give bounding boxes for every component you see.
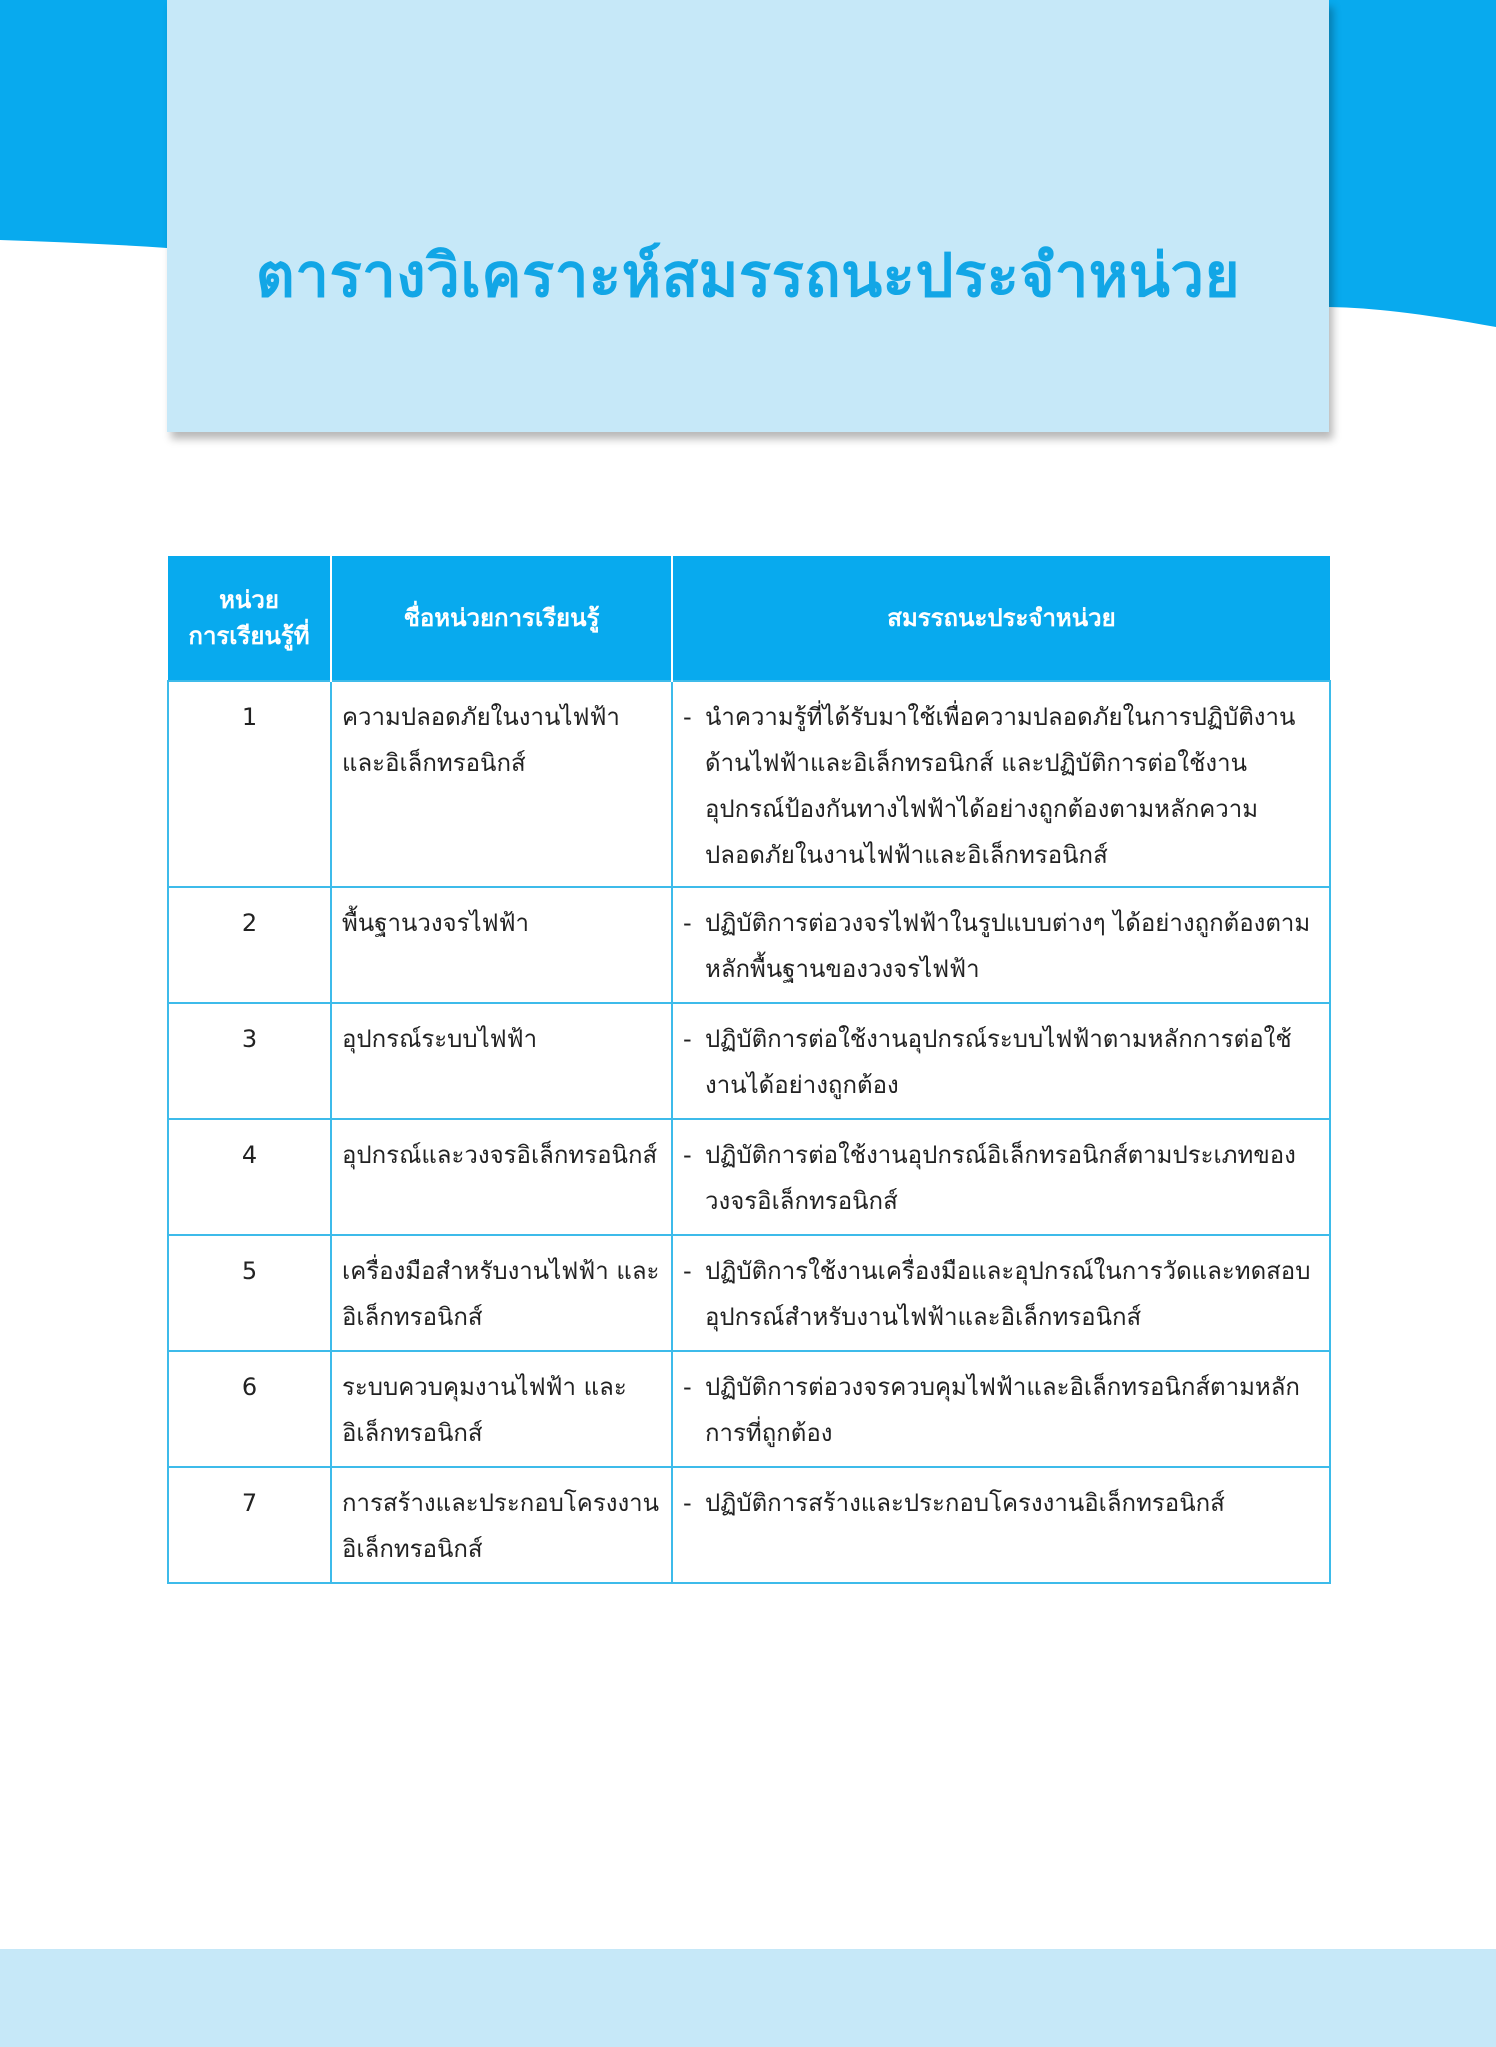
unit-name: เครื่องมือสำหรับงานไฟฟ้า และอิเล็กทรอนิกส์ [331, 1235, 672, 1351]
header-unit-number [168, 556, 331, 681]
bullet-dash: - [683, 703, 692, 731]
bullet-dash: - [683, 1257, 692, 1285]
unit-competency [672, 1351, 1330, 1467]
table-header-row [168, 556, 1330, 681]
competency-text: ปฏิบัติการต่อใช้งานอุปกรณ์ระบบไฟฟ้าตามหลักการต่อใช้งานได้อย่างถูกต้อง [705, 1025, 1292, 1099]
unit-name: อุปกรณ์ระบบไฟฟ้า [331, 1003, 672, 1119]
competency-text: ปฏิบัติการใช้งานเครื่องมือและอุปกรณ์ในการวัดและทดสอบอุปกรณ์สำหรับงานไฟฟ้าและอิเล็กทรอนิกส์ [705, 1257, 1311, 1331]
competency-text: นำความรู้ที่ได้รับมาใช้เพื่อความปลอดภัยในการปฏิบัติงานด้านไฟฟ้าและอิเล็กทรอนิกส์ และปฏิบัติการต่อใช้งานอุปกรณ์ป้องกันทางไฟฟ้าได้อย่างถูกต้องตามหลักความปลอดภัยในงานไฟฟ้าและอิเล็กทรอนิกส์ [705, 703, 1296, 869]
unit-name: ความปลอดภัยในงานไฟฟ้า และอิเล็กทรอนิกส์ [331, 681, 672, 887]
table-row [168, 1235, 1330, 1351]
unit-competency [672, 1467, 1330, 1583]
competency-text: ปฏิบัติการต่อวงจรควบคุมไฟฟ้าและอิเล็กทรอนิกส์ตามหลักการที่ถูกต้อง [705, 1373, 1300, 1447]
unit-name: อุปกรณ์และวงจรอิเล็กทรอนิกส์ [331, 1119, 672, 1235]
competency-text: ปฏิบัติการต่อวงจรไฟฟ้าในรูปแบบต่างๆ ได้อย่างถูกต้องตามหลักพื้นฐานของวงจรไฟฟ้า [705, 909, 1311, 983]
unit-competency [672, 681, 1330, 887]
competency-text: ปฏิบัติการสร้างและประกอบโครงงานอิเล็กทรอนิกส์ [705, 1489, 1225, 1517]
page-title: ตารางวิเคราะห์สมรรถนะประจำหน่วย [255, 241, 1241, 311]
unit-competency [672, 887, 1330, 1003]
bullet-dash: - [683, 1025, 692, 1053]
footer-band [0, 1949, 1496, 2047]
unit-number: 1 [168, 681, 331, 887]
title-card [167, 0, 1329, 432]
unit-number: 5 [168, 1235, 331, 1351]
bullet-dash: - [683, 909, 692, 937]
unit-number: 2 [168, 887, 331, 1003]
unit-number: 4 [168, 1119, 331, 1235]
unit-number: 6 [168, 1351, 331, 1467]
table-row [168, 1467, 1330, 1583]
bullet-dash: - [683, 1489, 692, 1517]
bullet-dash: - [683, 1373, 692, 1401]
competency-table [167, 556, 1331, 1584]
table-row [168, 1119, 1330, 1235]
competency-text: ปฏิบัติการต่อใช้งานอุปกรณ์อิเล็กทรอนิกส์ตามประเภทของวงจรอิเล็กทรอนิกส์ [705, 1141, 1296, 1215]
unit-name: การสร้างและประกอบโครงงาน อิเล็กทรอนิกส์ [331, 1467, 672, 1583]
header-unit-name: ชื่อหน่วยการเรียนรู้ [331, 556, 672, 681]
unit-number: 7 [168, 1467, 331, 1583]
bullet-dash: - [683, 1141, 692, 1169]
table-row [168, 1003, 1330, 1119]
unit-number: 3 [168, 1003, 331, 1119]
header-unit-line2: การเรียนรู้ที่ [188, 622, 310, 650]
unit-name: พื้นฐานวงจรไฟฟ้า [331, 887, 672, 1003]
table-row [168, 887, 1330, 1003]
unit-competency [672, 1119, 1330, 1235]
unit-name: ระบบควบคุมงานไฟฟ้า และอิเล็กทรอนิกส์ [331, 1351, 672, 1467]
unit-competency [672, 1003, 1330, 1119]
header-unit-line1: หน่วย [219, 586, 279, 614]
unit-competency [672, 1235, 1330, 1351]
table-row [168, 681, 1330, 887]
header-competency: สมรรถนะประจำหน่วย [672, 556, 1330, 681]
table-row [168, 1351, 1330, 1467]
